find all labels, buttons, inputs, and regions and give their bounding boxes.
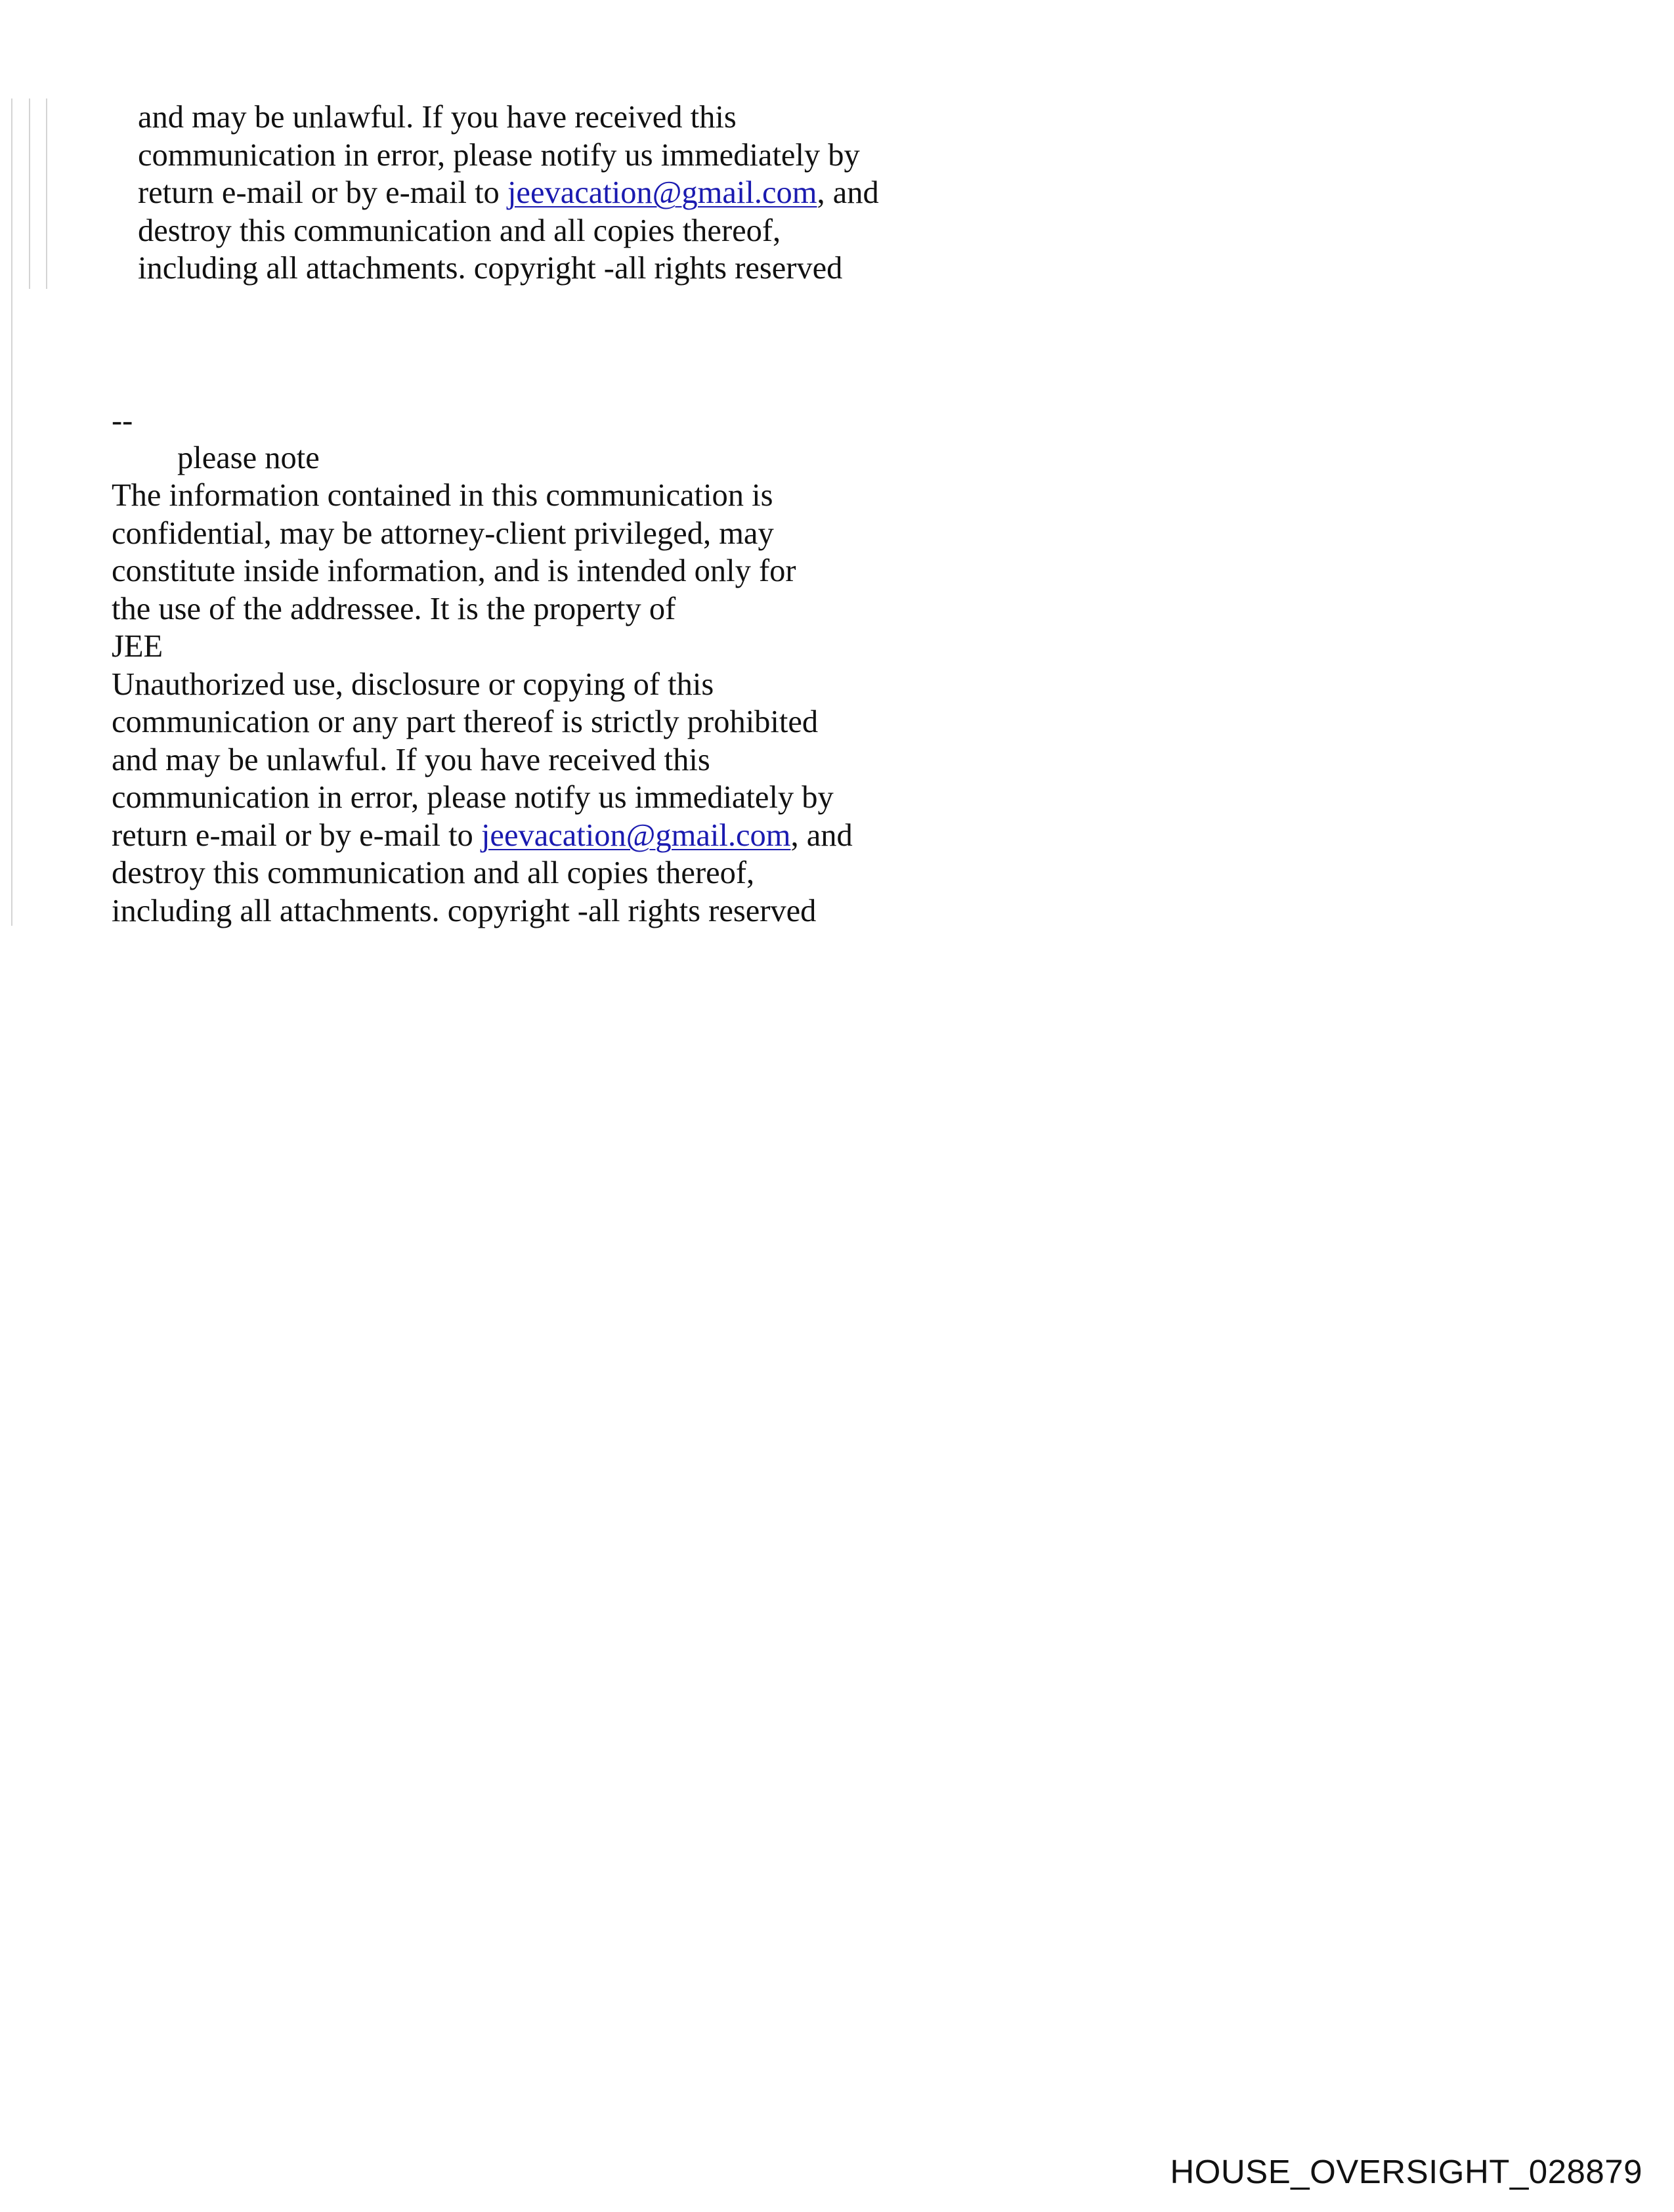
disclaimer-line (112, 817, 853, 855)
quote-bar-outer (11, 98, 12, 926)
disclaimer-line: including all attachments. copyright -all rights reserved (112, 893, 817, 928)
disclaimer-line: destroy this communication and all copies thereof, (112, 856, 755, 890)
signature-separator: -- (112, 403, 133, 438)
quote-bar-middle (29, 98, 30, 289)
quoted-line: including all attachments. copyright -all rights reserved (138, 251, 843, 286)
disclaimer-line: Unauthorized use, disclosure or copying of this (112, 666, 714, 702)
disclaimer-line: confidential, may be attorney-client privileged, may (112, 515, 774, 551)
disclaimer-line: The information contained in this communication is (112, 478, 773, 513)
disclaimer-line: the use of the addressee. It is the property of (112, 591, 676, 626)
disclaimer-line: and may be unlawful. If you have received this (112, 742, 710, 777)
disclaimer-line: constitute inside information, and is intended only for (112, 553, 796, 588)
quoted-line: destroy this communication and all copies thereof, (138, 213, 781, 248)
quoted-line: and may be unlawful. If you have received this (138, 100, 737, 135)
quoted-line-text: return e-mail or by e-mail to (138, 175, 507, 210)
bates-number: HOUSE_OVERSIGHT_028879 (1170, 2153, 1642, 2190)
email-suffix: , and (790, 817, 853, 853)
signature-heading: please note (177, 441, 320, 475)
quote-bar-inner (46, 98, 47, 289)
signature-disclaimer (112, 477, 853, 930)
email-link[interactable]: jeevacation@gmail.com (481, 817, 791, 853)
quoted-line: communication in error, please notify us immediately by (138, 137, 860, 173)
email-link[interactable]: jeevacation@gmail.com (507, 175, 817, 210)
disclaimer-line: communication or any part thereof is strictly prohibited (112, 705, 819, 739)
disclaimer-line: communication in error, please notify us immediately by (112, 780, 834, 815)
email-suffix: , and (817, 175, 879, 210)
disclaimer-line: JEE (112, 629, 163, 664)
quoted-disclaimer (138, 98, 879, 288)
disclaimer-line-text: return e-mail or by e-mail to (112, 817, 481, 853)
quoted-line (138, 174, 879, 212)
